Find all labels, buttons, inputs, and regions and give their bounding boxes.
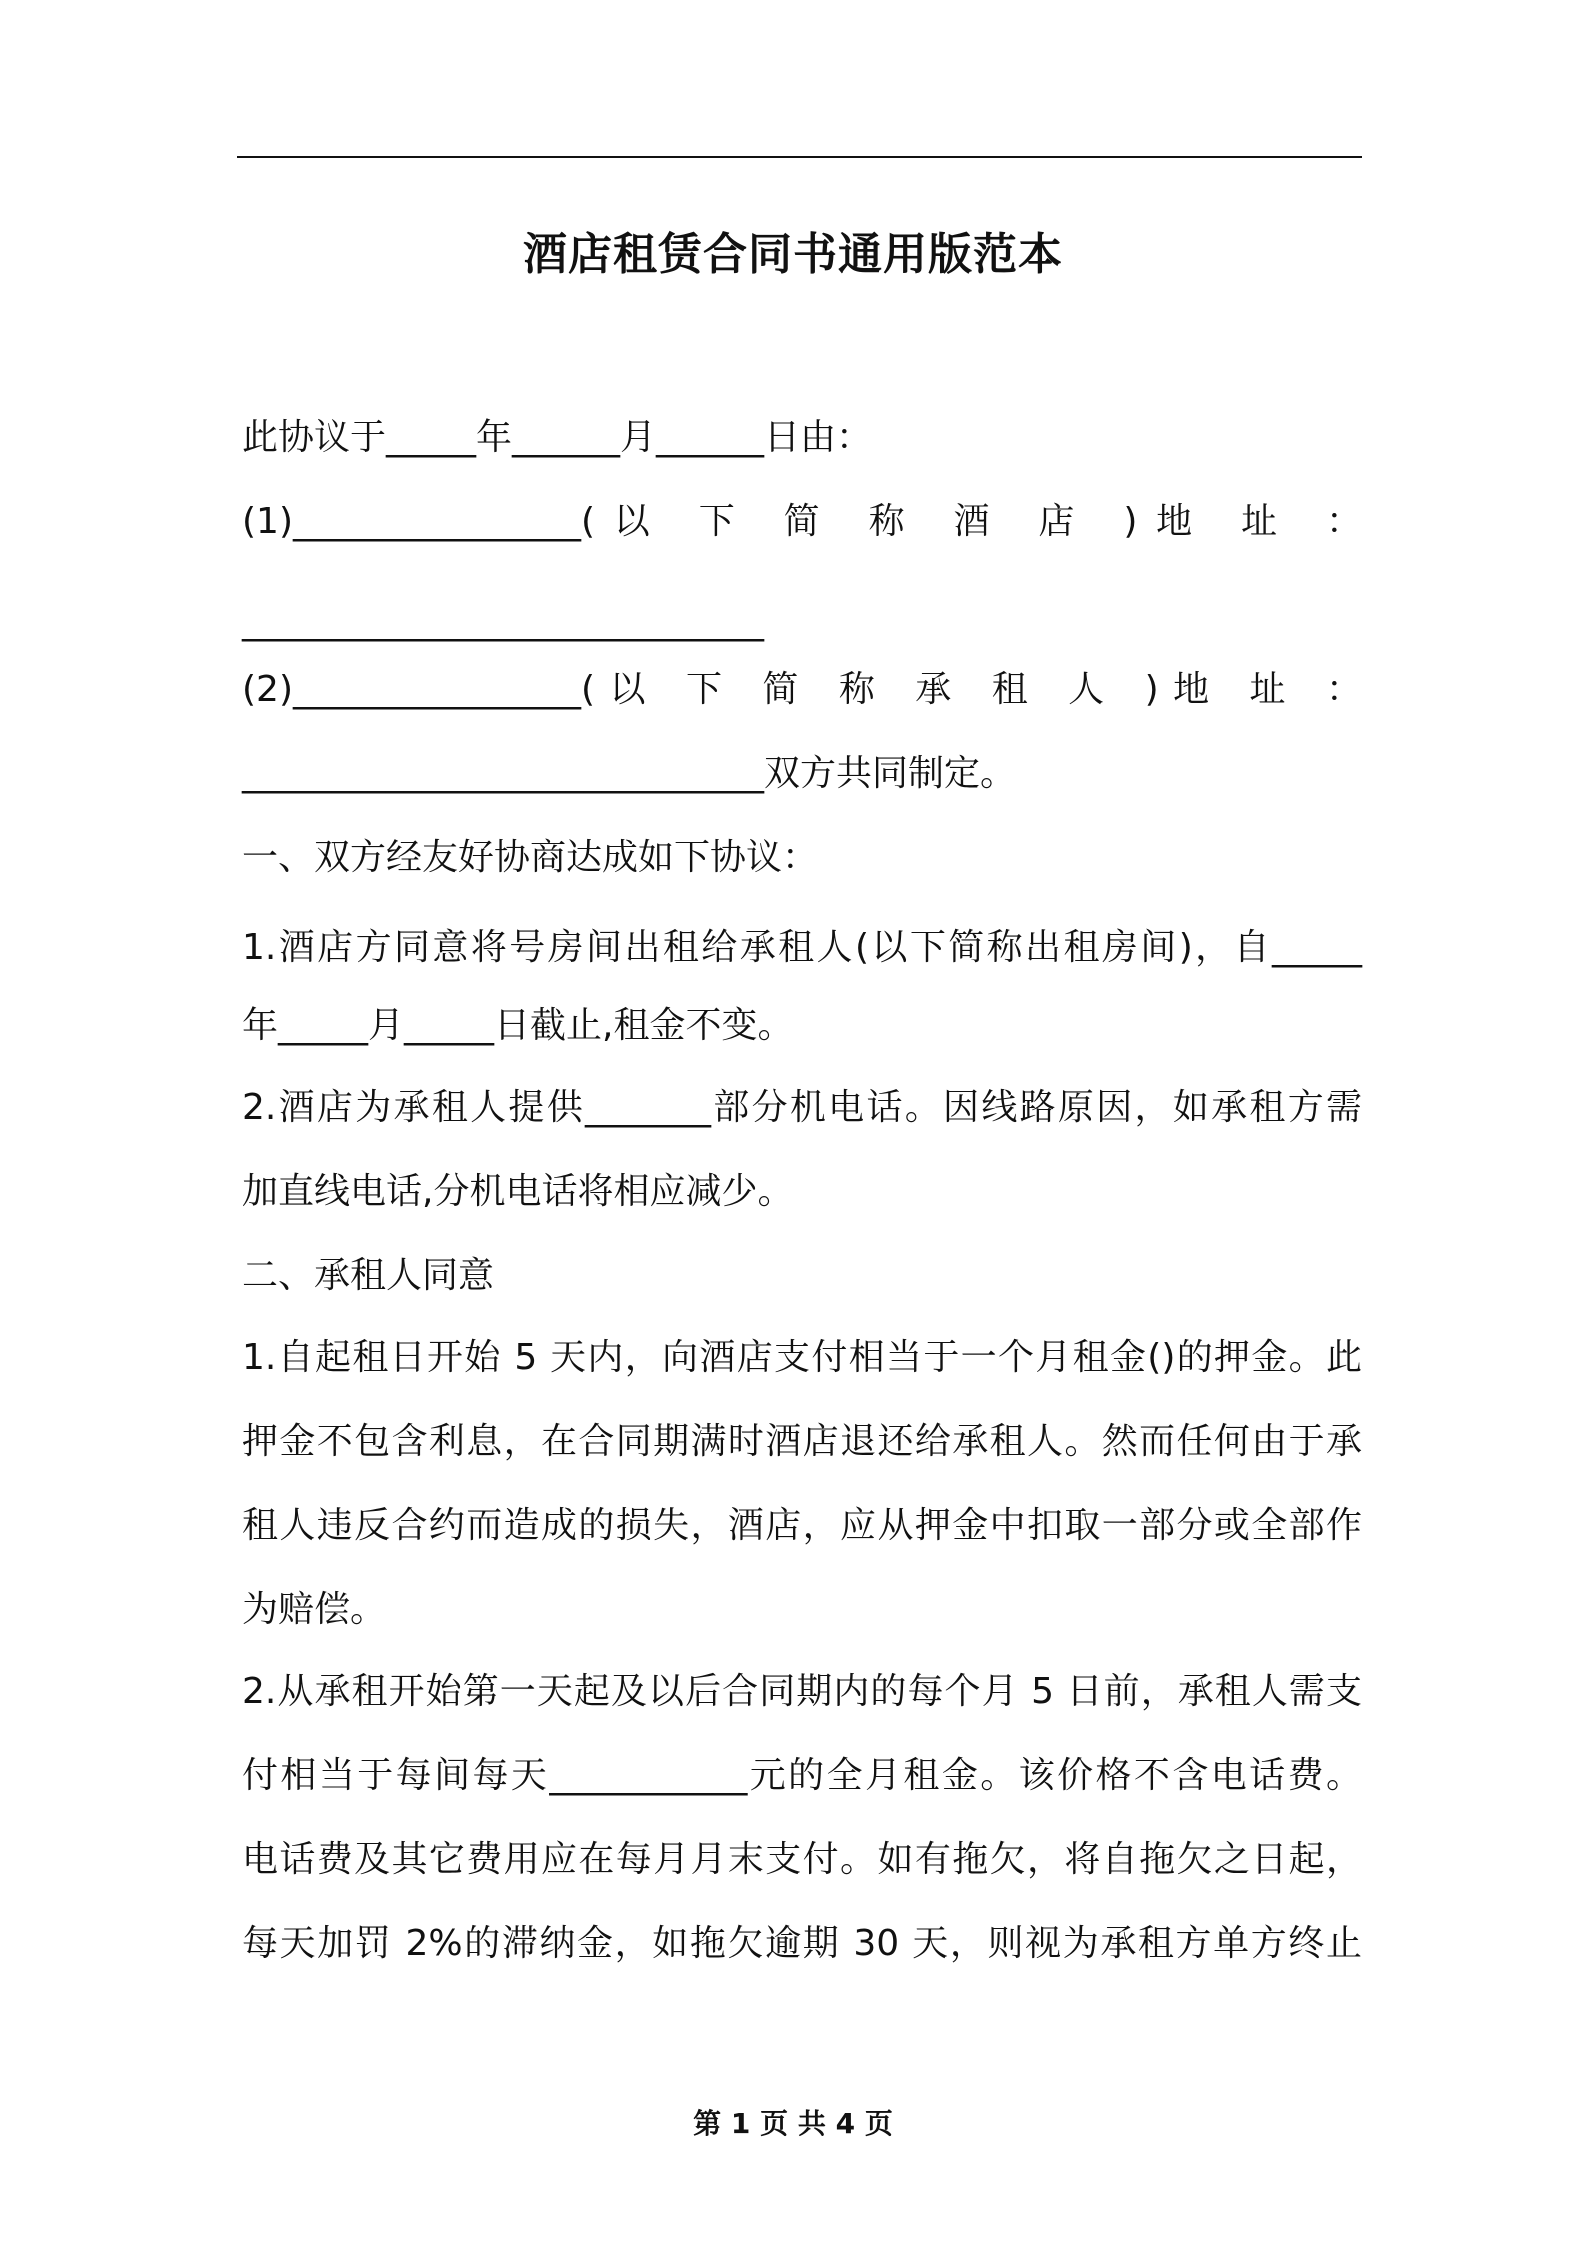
clause-1-2-line-2: 加直线电话,分机电话将相应减少。	[242, 1171, 794, 1212]
clause-2-1-line-4: 为赔偿。	[242, 1589, 387, 1630]
agreement-date-line: 此协议于_____年______月______日由：	[242, 417, 873, 458]
section-1-heading: 一、双方经友好协商达成如下协议：	[242, 837, 819, 878]
document-title: 酒店租赁合同书通用版范本	[523, 229, 1063, 280]
party-2-address-line: _____________________________双方共同制定。	[242, 753, 1017, 794]
clause-2-2-line-1: 2.从承租开始第一天起及以后合同期内的每个月 5 日前，承租人需支	[242, 1671, 1362, 1712]
clause-2-2-line-4: 每天加罚 2%的滞纳金，如拖欠逾期 30 天，则视为承租方单方终止	[242, 1923, 1362, 1964]
clause-1-1-line-1: 1.酒店方同意将号房间出租给承租人(以下简称出租房间)，自_____	[242, 927, 1362, 968]
party-2-line: (2)________________(以 下 简 称 承 租 人 )地 址 ：	[242, 669, 1362, 710]
party-1-address-blank: _____________________________	[242, 601, 764, 642]
clause-2-1-line-3: 租人违反合约而造成的损失，酒店，应从押金中扣取一部分或全部作	[242, 1505, 1362, 1546]
clause-2-2-line-2: 付相当于每间每天___________元的全月租金。该价格不含电话费。	[242, 1755, 1362, 1796]
page-indicator: 第 1 页 共 4 页	[693, 2107, 893, 2140]
header-rule	[237, 156, 1362, 158]
clause-1-1-line-2: 年_____月_____日截止,租金不变。	[242, 1005, 794, 1046]
party-1-line: (1)________________(以 下 简 称 酒 店 )地 址 ：	[242, 501, 1362, 542]
section-2-heading: 二、承租人同意	[242, 1255, 495, 1296]
clause-1-2-line-1: 2.酒店为承租人提供_______部分机电话。因线路原因，如承租方需	[242, 1087, 1362, 1128]
clause-2-1-line-1: 1.自起租日开始 5 天内，向酒店支付相当于一个月租金()的押金。此	[242, 1337, 1362, 1378]
clause-2-2-line-3: 电话费及其它费用应在每月月末支付。如有拖欠，将自拖欠之日起，	[242, 1839, 1362, 1880]
clause-2-1-line-2: 押金不包含利息，在合同期满时酒店退还给承租人。然而任何由于承	[242, 1421, 1362, 1462]
